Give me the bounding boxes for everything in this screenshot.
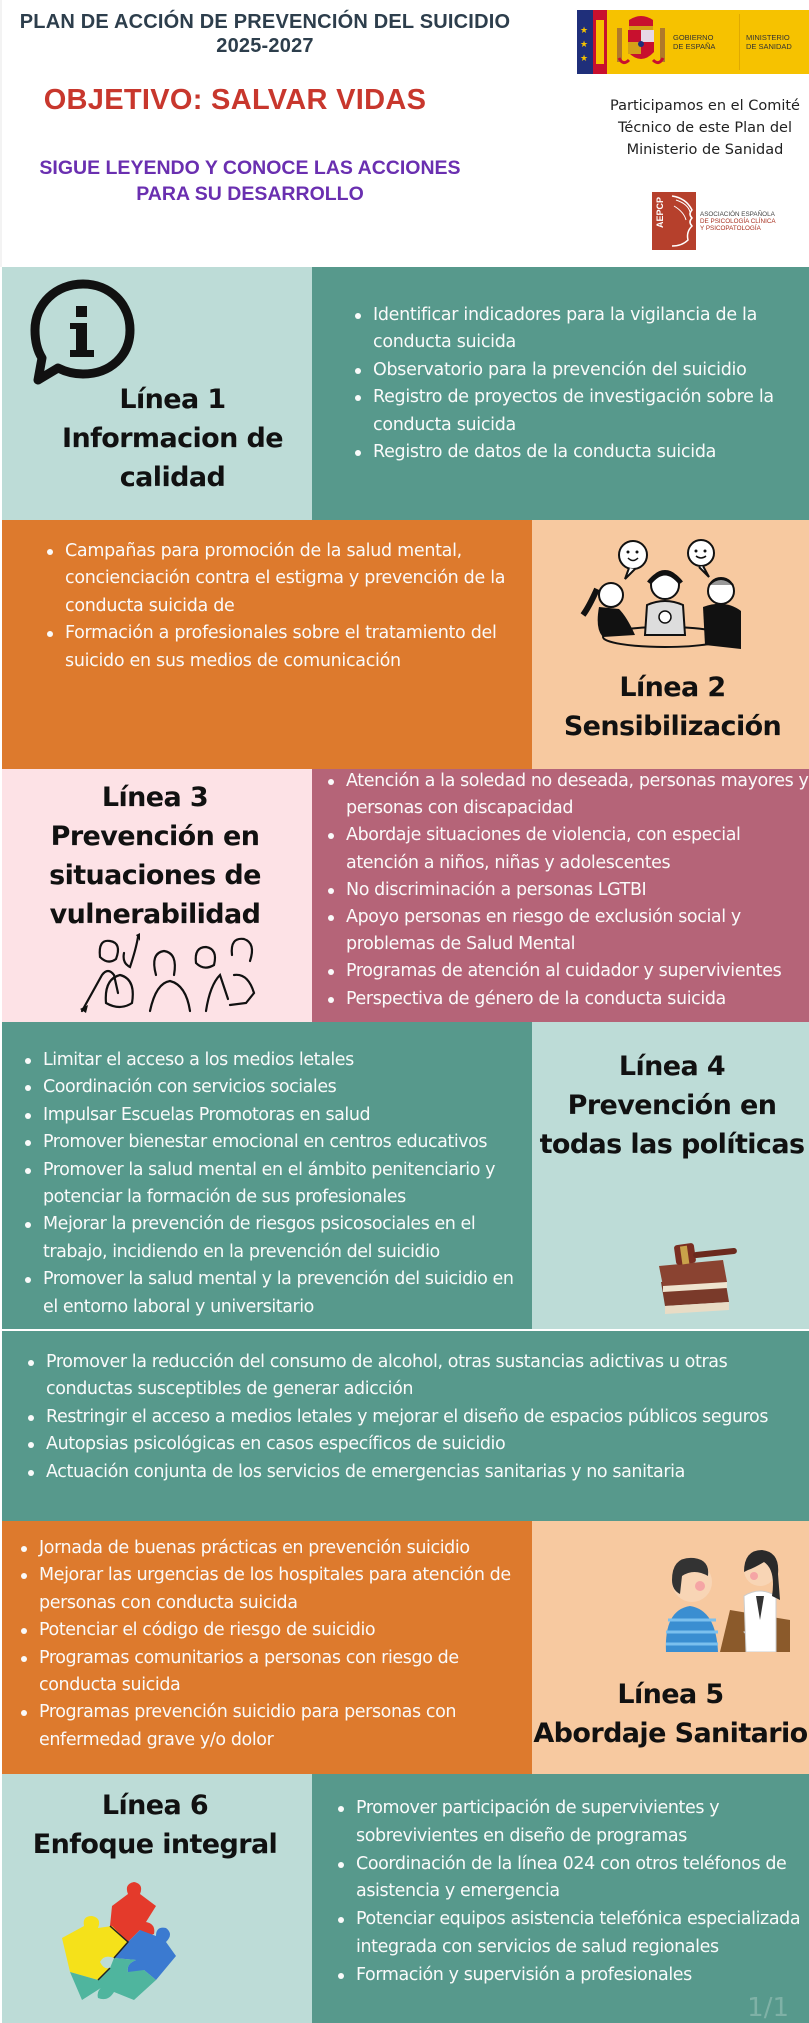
list-item: Potenciar equipos asistencia telefónica especializada integrada con servicios de salud regionales (335, 1906, 805, 1962)
puzzle-pieces-illustration (52, 1876, 182, 2006)
list-item: No discriminación a personas LGTBI (325, 877, 809, 904)
aepcp-text: ASOCIACIÓN ESPAÑOLA DE PSICOLOGÍA CLÍNICA Y PSICOPATOLOGÍA (700, 210, 776, 232)
divider (739, 14, 740, 70)
list-item: Formación a profesionales sobre el tratamiento del suicido en sus medios de comunicación (44, 620, 514, 675)
linea-5-heading: Línea 5 Abordaje Sanitario (533, 1679, 808, 1749)
list-item: Promover bienestar emocional en centros educativos (22, 1129, 527, 1156)
list-item: Coordinación de la línea 024 con otros teléfonos de asistencia y emergencia (335, 1851, 805, 1907)
page-title (0, 10, 530, 58)
linea-1-list (352, 302, 792, 466)
linea-6-list (335, 1795, 805, 1990)
list-item: Impulsar Escuelas Promotoras en salud (22, 1102, 527, 1129)
list-item: Registro de proyectos de investigación sobre la conducta suicida (352, 384, 792, 439)
list-item: Apoyo personas en riesgo de exclusión social y problemas de Salud Mental (325, 904, 809, 958)
aepcp-logo (652, 192, 792, 250)
list-item: Potenciar el código de riesgo de suicidio (18, 1617, 538, 1644)
list-item: Mejorar las urgencias de los hospitales para atención de personas con conducta suicida (18, 1562, 538, 1617)
participation-note: Participamos en el Comité Técnico de este Plan del Ministerio de Sanidad (610, 98, 800, 158)
list-item: Limitar el acceso a los medios letales (22, 1047, 527, 1074)
gavel-books-illustration (655, 1238, 755, 1318)
list-item: Programas prevención suicidio para personas con enfermedad grave y/o dolor (18, 1699, 538, 1754)
list-item: Actuación conjunta de los servicios de emergencias sanitarias y no sanitaria (25, 1459, 795, 1486)
linea-1-heading: Línea 1 Informacion de calidad (62, 384, 283, 493)
aepcp-mark-icon: AEPCP (652, 192, 696, 250)
info-speech-bubble-icon (28, 278, 138, 386)
linea-2-list (44, 538, 514, 675)
list-item: Mejorar la prevención de riesgos psicosociales en el trabajo, incidiendo en la prevención del suicidio (22, 1211, 527, 1266)
list-item: Promover la salud mental en el ámbito penitenciario y potenciar la formación de sus profesionales (22, 1157, 527, 1212)
list-item: Atención a la soledad no deseada, personas mayores y personas con discapacidad (325, 768, 809, 822)
gobierno-espana-logo (577, 10, 809, 74)
linea-3-heading: Línea 3 Prevención en situaciones de vulnerabilidad (49, 782, 261, 930)
cta-line-2: PARA SU DESARROLLO (136, 183, 364, 205)
title-line-1: PLAN DE ACCIÓN DE PREVENCIÓN DEL SUICIDIO (19, 11, 511, 33)
cta-text (0, 155, 500, 207)
page-indicator: 1/1 (747, 1993, 789, 2023)
eu-spain-flag-icon: ★ ★ ★ (577, 10, 607, 74)
coat-of-arms-icon (615, 14, 667, 70)
list-item: Programas comunitarios a personas con riesgo de conducta suicida (18, 1645, 538, 1700)
list-item: Jornada de buenas prácticas en prevención suicidio (18, 1535, 538, 1562)
list-item: Registro de datos de la conducta suicida (352, 439, 792, 466)
list-item: Autopsias psicológicas en casos específicos de suicidio (25, 1431, 795, 1458)
list-item: Abordaje situaciones de violencia, con especial atención a niños, niñas y adolescentes (325, 822, 809, 876)
people-talking-illustration (575, 537, 755, 657)
linea-3-list (325, 768, 809, 1013)
objective-heading: OBJETIVO: SALVAR VIDAS (43, 84, 427, 116)
cta-line-1: SIGUE LEYENDO Y CONOCE LAS ACCIONES (39, 157, 461, 179)
linea-4-heading: Línea 4 Prevención en todas las políticas (539, 1051, 805, 1160)
list-item: Observatorio para la prevención del suicidio (352, 357, 792, 384)
list-item: Restringir el acceso a medios letales y mejorar el diseño de espacios públicos seguros (25, 1404, 795, 1431)
linea-5-list (18, 1535, 538, 1754)
list-item: Identificar indicadores para la vigilancia de la conducta suicida (352, 302, 792, 357)
list-item: Coordinación con servicios sociales (22, 1074, 527, 1101)
list-item: Promover la reducción del consumo de alcohol, otras sustancias adictivas u otras conductas susceptibles de generar adicción (25, 1349, 795, 1404)
group-sketch-illustration (78, 933, 288, 1013)
list-item: Promover la salud mental y la prevención del suicidio en el entorno laboral y universitario (22, 1266, 527, 1321)
linea-6-heading: Línea 6 Enfoque integral (32, 1790, 278, 1860)
title-years: 2025-2027 (216, 35, 314, 57)
list-item: Promover participación de supervivientes y sobrevivientes en diseño de programas (335, 1795, 805, 1851)
list-item: Campañas para promoción de la salud mental, concienciación contra el estigma y prevención de la conducta suicida de (44, 538, 514, 620)
linea-4-list (22, 1047, 527, 1321)
doctor-patient-illustration (660, 1540, 790, 1652)
gov-text: GOBIERNO DE ESPAÑA (673, 33, 716, 51)
linea-2-heading: Línea 2 Sensibilización (563, 672, 782, 742)
list-item: Formación y supervisión a profesionales (335, 1962, 805, 1990)
list-item: Perspectiva de género de la conducta suicida (325, 986, 809, 1013)
list-item: Programas de atención al cuidador y supervivientes (325, 958, 809, 985)
linea-4-extra-list (25, 1349, 795, 1486)
ministry-text: MINISTERIO DE SANIDAD (746, 33, 792, 51)
